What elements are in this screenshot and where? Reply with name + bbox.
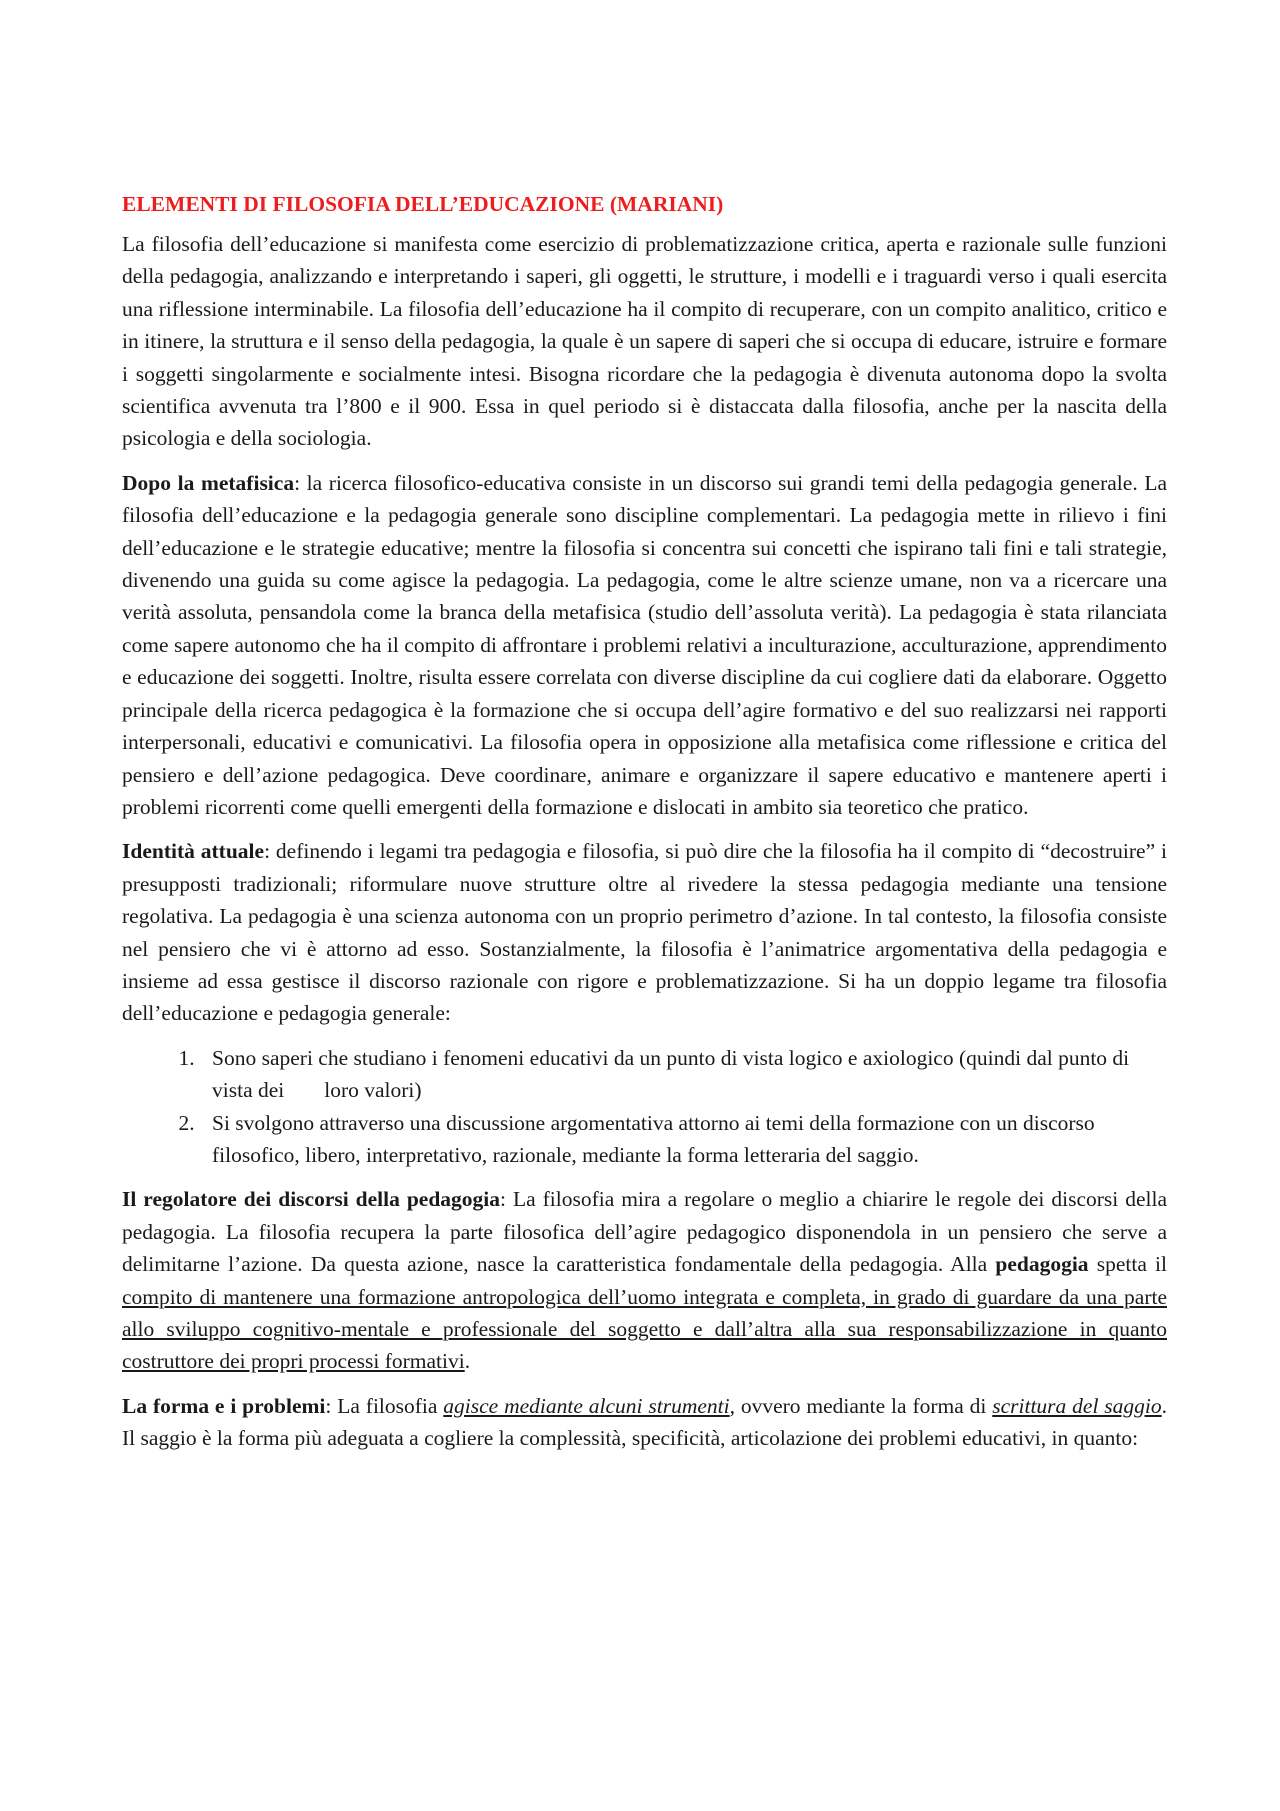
paragraph-text-end: . [464,1349,471,1374]
paragraph-text-mid: , ovvero mediante la forma di [729,1393,993,1418]
paragraph-text-end: . Il saggio è la forma più adeguata a cogliere la complessità, specificità, articolazione dei problemi educativi, in quanto: [122,1393,1168,1451]
list-item [200,1107,1170,1172]
paragraph-heading: Identità attuale [122,839,265,864]
numbered-list [122,1042,1170,1172]
underlined-italic-phrase: agisce mediante alcuni strumenti [443,1393,730,1418]
bold-term: pedagogia [995,1252,1089,1277]
paragraph-regolatore [122,1183,1167,1377]
paragraph-heading: Il regolatore dei discorsi della pedagogia [122,1187,501,1212]
underlined-italic-phrase: scrittura del saggio [992,1393,1162,1418]
paragraph-heading: Dopo la metafisica [122,470,295,495]
list-item-text: Si svolgono attraverso una discussione argomentativa attorno ai temi della formazione con un discorso filosofico, libero, interpretativo, razionale, mediante la forma letteraria del saggio. [212,1110,1095,1167]
underlined-passage: compito di mantenere una formazione antropologica dell’uomo integrata e completa, in grado di guardare da una parte allo sviluppo cognitivo-mentale e professionale del soggetto e dall’altra alla sua responsabilizzazione in quanto costruttore dei propri processi formativi [122,1284,1167,1374]
paragraph-intro: La filosofia dell’educazione si manifesta come esercizio di problematizzazione critica, aperta e razionale sulle funzioni della pedagogia, analizzando e interpretando i saperi, gli oggetti, le strutture, i modelli e i traguardi verso i quali esercita una riflessione interminabile. La filosofia dell’educazione ha il compito di recuperare, con un compito analitico, critico e in itinere, la struttura e il senso della pedagogia, la quale è un sapere di saperi che si occupa di educare, istruire e formare i soggetti singolarmente e socialmente intesi. Bisogna ricordare che la pedagogia è divenuta autonoma dopo la svolta scientifica avvenuta tra l’800 e il 900. Essa in quel periodo si è distaccata dalla filosofia, anche per la nascita della psicologia e della sociologia. [122,232,1167,451]
list-item-text-tail: loro valori) [324,1078,422,1103]
paragraph-text: : definendo i legami tra pedagogia e filosofia, si può dire che la filosofia ha il compito di “decostruire” i presupposti tradizionali; riformulare nuove strutture oltre al rivedere la stessa pedagogia mediante una tensione regolativa. La pedagogia è una scienza autonoma con un proprio perimetro d’azione. In tal contesto, la filosofia consiste nel pensiero che vi è attorno ad esso. Sostanzialmente, la filosofia è l’animatrice argomentativa della pedagogia e insieme ad essa gestisce il discorso razionale con rigore e problematizzazione. Si ha un doppio legame tra filosofia dell’educazione e pedagogia generale: [122,839,1167,1026]
paragraph-forma-problemi [122,1390,1167,1455]
document-title: ELEMENTI DI FILOSOFIA DELL’EDUCAZIONE (MARIANI) [122,192,724,216]
paragraph-text-mid: spetta il [1088,1252,1167,1277]
paragraph-text: : La filosofia [325,1393,444,1418]
paragraph-text: : La filosofia mira a regolare o meglio a chiarire le regole dei discorsi della pedagogia. La filosofia recupera la parte filosofica dell’agire pedagogico disponendola in un pensiero che serve a delimitarne l’azione. Da questa azione, nasce la caratteristica fondamentale della pedagogia. Alla [122,1187,1167,1277]
document-page [122,188,1167,1467]
list-item [200,1042,1170,1107]
paragraph-text: : la ricerca filosofico-educativa consiste in un discorso sui grandi temi della pedagogia generale. La filosofia dell’educazione e la pedagogia generale sono discipline complementari. La pedagogia mette in rilievo i fini dell’educazione e le strategie educative; mentre la filosofia si concentra sui concetti che ispirano tali fini e tali strategie, divenendo una guida su come agisce la pedagogia. La pedagogia, come le altre scienze umane, non va a ricercare una verità assoluta, pensandola come la branca della metafisica (studio dell’assoluta verità). La pedagogia è stata rilanciata come sapere autonomo che ha il compito di affrontare i problemi relativi a inculturazione, acculturazione, apprendimento e educazione dei soggetti. Inoltre, risulta essere correlata con diverse discipline da cui cogliere dati da elaborare. Oggetto principale della ricerca pedagogica è la formazione che si occupa dell’agire formativo e del suo realizzarsi nei rapporti interpersonali, educativi e comunicativi. La filosofia opera in opposizione alla metafisica come riflessione e critica del pensiero e dell’azione pedagogica. Deve coordinare, animare e organizzare il sapere educativo e mantenere aperti i problemi ricorrenti come quelli emergenti della formazione e dislocati in ambito sia teoretico che pratico. [122,470,1167,819]
paragraph-dopo-la-metafisica [122,467,1167,823]
list-item-text: Sono saperi che studiano i fenomeni educativi da un punto di vista logico e axiologico (quindi dal punto di vista dei [212,1045,1130,1103]
paragraph-heading: La forma e i problemi [122,1393,326,1418]
paragraph-identita-attuale [122,835,1167,1029]
